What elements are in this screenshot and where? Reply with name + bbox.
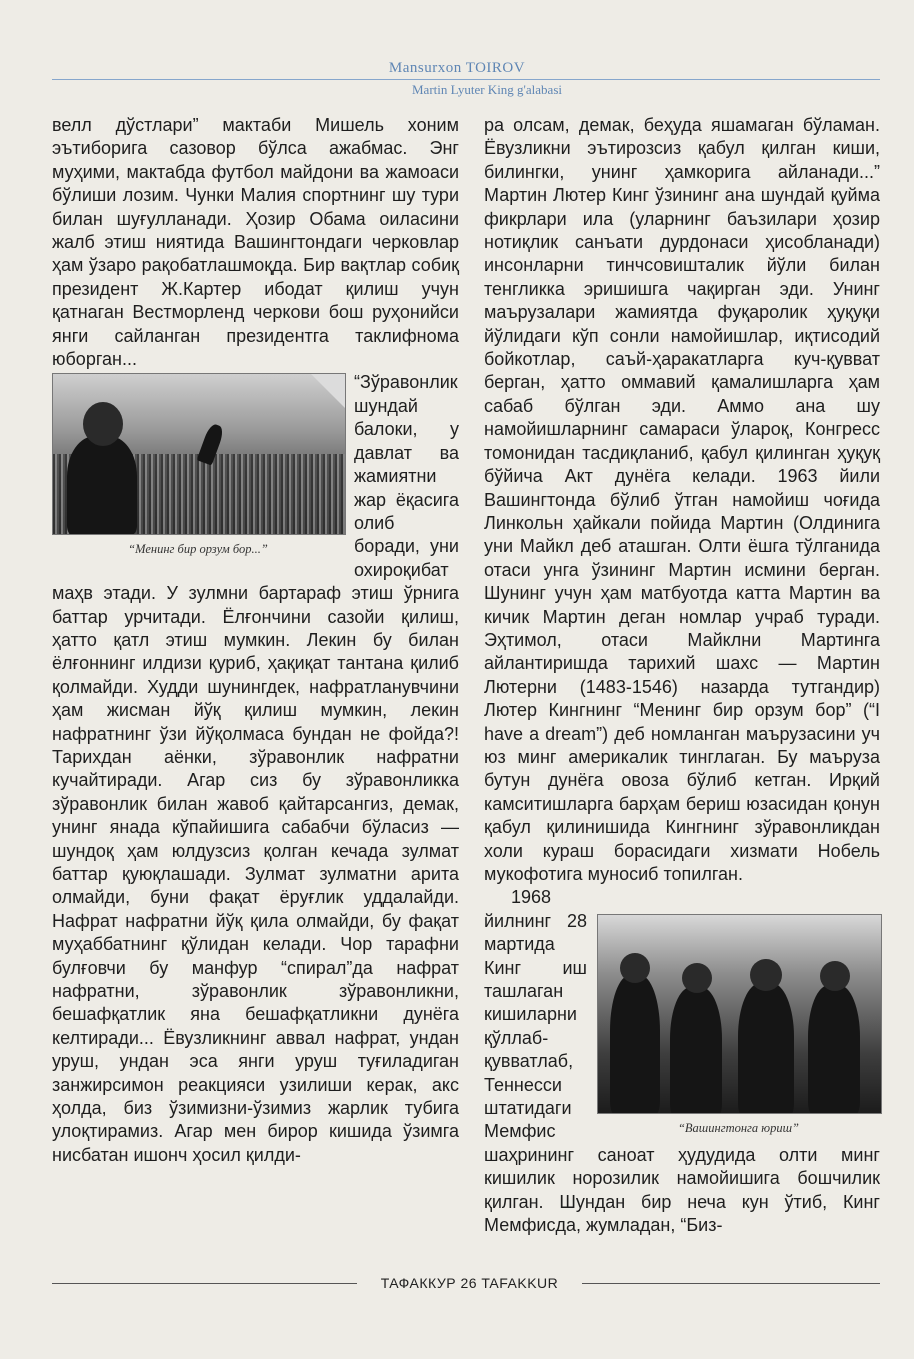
left-paragraph-1: велл дўстлари” мактаби Мишель хоним эътиборига сазовор бўлса ажабмас. Энг муҳими, мактабда футбол майдони ва жамоаси бўлиши лозим. Чунки Малия спортнинг шу тури билан шуғулланади. Ҳозир Обама оиласини жалб этиш ниятида Вашингтондаги черковлар ҳам ўзаро рақобатлашмоқда. Бир вақтлар собиқ президент Ж.Картер ибодат қилиш учун қатнаган Вестморленд черкови бош руҳонийси янги сайланган президентга таклифнома юборган... (52, 115, 459, 370)
page-curl-icon (311, 374, 345, 408)
figure-caption-right: “Вашингтонга юриш” (677, 1121, 800, 1136)
footer-rule-left (52, 1283, 357, 1284)
marcher-3 (738, 983, 794, 1114)
photo-washington-march (597, 914, 882, 1114)
header-article-title: Martin Lyuter King g'alabasi (411, 82, 562, 97)
marcher-2 (670, 987, 722, 1114)
figure-washington-march (597, 914, 880, 1136)
marcher-1 (610, 975, 660, 1114)
figure-caption-left: “Менинг бир орзум бор...” (128, 542, 268, 557)
footer-rule-right (582, 1283, 880, 1284)
footer-page-number: ТАФАККУР 26 TAFAKKUR (380, 1275, 559, 1291)
header-author: Mansurxon TOIROV (388, 60, 526, 76)
marcher-4 (808, 985, 860, 1114)
header-rule (52, 79, 880, 80)
right-column (484, 114, 880, 1238)
figure-dream-speech (52, 373, 344, 557)
left-column (52, 114, 459, 1167)
right-paragraph-1: ра олсам, демак, беҳуда яшамаган бўламан. Ёвузликни эътирозсиз қабул қилган киши, билингки, унинг ҳамкорига айланади...” Мартин Лютер Кинг ўзининг ана шундай қуйма фикрлари ила (уларнинг баъзилари ҳозир нотиқлик санъати дурдонаси ҳисобланади) инсонларни тинчсовишталик йўли билан тенгликка эришишга чақирган эди. Унинг маърузалари жамиятда фуқаролик ҳуқуқи йўлидаги кўп сонли намойишлар, иқтисодий бойкотлар, саъй-ҳаракатларга куч-қувват берган, ҳатто оммавий қамалишларга ҳам сабаб бўлган эди. Аммо ана шу намойишларнинг самараси ўлароқ, Конгресс томонидан тасдиқланиб, қабул қилинган ҳуқуқ бўйича Акт дунёга келади. 1963 йили Вашингтонда бўлиб ўтган намойиш чоғида Линкольн ҳайкали пойида Мартин (Олдинига уни Майкл деб аташган. Олти ёшга тўлганида отаси унга ўзининг Мартин исмини берган. Шунинг учун ҳам матбуотда катта Мартин ва кичик Мартин деган номлар учраб туради. Эҳтимол, отаси Майклни Мартинга айлантиришда тарихий шахс — Мартин Лютерни (1483-1546) назарда тутгандир) Лютер Кингнинг “Менинг бир орзум бор” (“I have a dream”) деб номланган маърузасини уч юз минг америкалик тинглаган. Бу маъруза бутун дунёга овоза бўлиб кетган. Ирқий камситишларга барҳам бериш юзасидан қонун қабул қилинишида Кингнинг зўравонликдан холи кураш борасидаги хизмати Нобель мукофотига муносиб топилган. (484, 115, 880, 884)
speaker-silhouette (67, 436, 137, 535)
right-paragraph-2: 1968 йилнинг 28 мартида Кинг иш ташлаган кишиларни қўллаб-қувватлаб, Теннесси штатидаги Мемфис шаҳрининг саноат ҳудудида олти минг кишилик норозилик намойишига бошчилик қилган. Шундан бир неча кун ўтиб, Кинг Мемфисда, жумладан, “Биз- (484, 887, 880, 1236)
photo-dream-speech (52, 373, 346, 535)
left-paragraph-2: “Зўравонлик шундай балоки, у давлат ва жамиятни жар ёқасига олиб боради, уни охироқибат маҳв этади. У зулмни бартараф этиш ўрнига баттар урчитади. Ёлғончини сазойи қилиш, ҳатто қатл этиш мумкин. Лекин бу билан ёлғоннинг илдизи қуриб, ҳақиқат тантана қилиб қолмайди. Худди шунингдек, нафратланувчини ҳам жисман йўқ қилиш мумкин, лекин нафратнинг ўзи йўқолмаса бундан не фойда?! Тарихдан аёнки, зўравонлик нафратни кучайтиради. Агар сиз бу зўравонликка зўравонлик билан жавоб қайтарсангиз, демак, унинг янада кўпайишига сабабчи бўласиз — шундоқ ҳам юлдузсиз қолган кечада зулмат баттар қуюқлашади. Зулмат зулматни арита олмайди, буни фақат ёруғлик уддалайди. Нафрат нафратни йўқ қила олмайди, бу фақат муҳаббатнинг қўлидан келади. Чор тарафни булғовчи бу манфур “спирал”да нафрат нафратни, зўравонлик зўравонликни, бешафқатлик яна бешафқатликни дунёга келтиради... Ёвузликнинг аввал нафрат, ундан уруш, ундан эса янги уруш туғиладиган занжирсимон реакцияси узилиши керак, акс ҳолда, биз ўзимизни-ўзимиз жарлик тубига улоқтирамиз. Агар мен бирор кишида ўзимга нисбатан ишонч ҳосил қилди- (52, 372, 459, 1165)
